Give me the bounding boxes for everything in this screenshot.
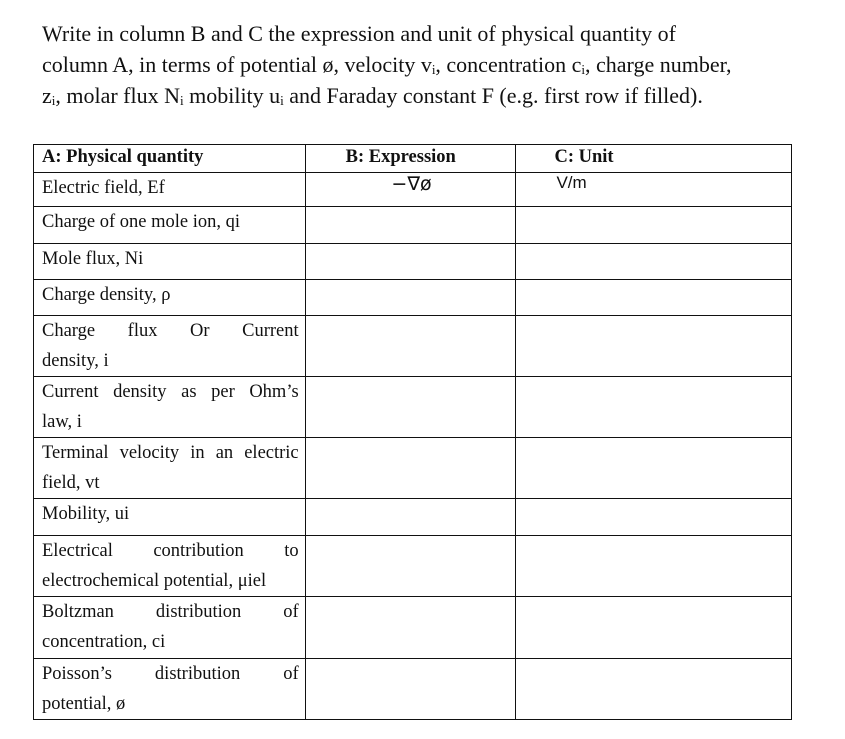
quantity-line-2: density, i — [42, 351, 109, 371]
quantity-line-2: field, vt — [42, 473, 100, 493]
cell-unit[interactable] — [516, 438, 792, 499]
cell-expression[interactable] — [305, 244, 516, 280]
cell-unit[interactable] — [516, 280, 792, 316]
table-row — [34, 377, 792, 438]
cell-expression[interactable] — [305, 499, 516, 536]
cell-expression[interactable] — [305, 377, 516, 438]
cell-expression[interactable] — [305, 438, 516, 499]
table-header-row — [34, 145, 792, 173]
instruction-text — [42, 18, 790, 111]
table-row — [34, 173, 792, 207]
cell-expression[interactable]: −∇ø — [305, 173, 516, 207]
quantity-line-2: concentration, ci — [42, 632, 166, 652]
cell-expression[interactable] — [305, 207, 516, 244]
instruction-line-2: column A, in terms of potential ø, velocity vᵢ, concentration cᵢ, charge number, — [42, 52, 732, 77]
quantity-line-2: Mobility, ui — [42, 504, 130, 524]
cell-expression[interactable] — [305, 280, 516, 316]
cell-physical-quantity — [34, 438, 306, 499]
quantity-line-2: potential, ø — [42, 694, 126, 714]
cell-physical-quantity — [34, 597, 306, 659]
cell-unit[interactable] — [516, 597, 792, 659]
table-row — [34, 597, 792, 659]
cell-expression[interactable] — [305, 536, 516, 597]
table-row — [34, 207, 792, 244]
quantity-line-1: Poisson’s distribution of — [42, 664, 299, 684]
quantity-line-1: Terminal velocity in an electric — [42, 443, 299, 463]
quantity-line-1: Boltzman distribution of — [42, 602, 299, 622]
table-row — [34, 438, 792, 499]
cell-unit[interactable] — [516, 244, 792, 280]
cell-unit[interactable] — [516, 207, 792, 244]
cell-expression[interactable] — [305, 659, 516, 720]
cell-unit[interactable] — [516, 659, 792, 720]
instruction-line-3: zᵢ, molar flux Nᵢ mobility uᵢ and Faraday constant F (e.g. first row if filled). — [42, 83, 703, 108]
quantity-line-2: electrochemical potential, μiel — [42, 571, 267, 591]
table-row — [34, 499, 792, 536]
header-physical-quantity: A: Physical quantity — [34, 145, 306, 173]
cell-unit[interactable] — [516, 377, 792, 438]
cell-physical-quantity — [34, 499, 306, 536]
quantity-line-1: Current density as per Ohm’s — [42, 382, 299, 402]
cell-physical-quantity — [34, 316, 306, 377]
cell-expression[interactable] — [305, 597, 516, 659]
table-row — [34, 536, 792, 597]
instruction-line-1: Write in column B and C the expression and unit of physical quantity of — [42, 21, 676, 46]
cell-physical-quantity — [34, 536, 306, 597]
table-row — [34, 316, 792, 377]
cell-physical-quantity — [34, 173, 306, 207]
table-row — [34, 244, 792, 280]
quantity-line-2: Mole flux, Ni — [42, 249, 144, 269]
table-row — [34, 280, 792, 316]
cell-physical-quantity — [34, 244, 306, 280]
table-row — [34, 659, 792, 720]
header-unit: C: Unit — [516, 145, 792, 173]
cell-unit[interactable] — [516, 499, 792, 536]
cell-unit[interactable]: V/m — [516, 173, 792, 207]
cell-unit[interactable] — [516, 316, 792, 377]
quantity-line-1: Electrical contribution to — [42, 541, 299, 561]
cell-expression[interactable] — [305, 316, 516, 377]
quantity-line-2: Charge density, ρ — [42, 285, 171, 305]
physical-quantity-table — [33, 144, 792, 720]
cell-physical-quantity — [34, 377, 306, 438]
quantity-line-2: Charge of one mole ion, qi — [42, 212, 240, 232]
cell-unit[interactable] — [516, 536, 792, 597]
quantity-line-2: Electric field, Ef — [42, 178, 165, 198]
header-expression: B: Expression — [305, 145, 516, 173]
cell-physical-quantity — [34, 207, 306, 244]
cell-physical-quantity — [34, 659, 306, 720]
quantity-line-2: law, i — [42, 412, 82, 432]
quantity-line-1: Charge flux Or Current — [42, 321, 299, 341]
cell-physical-quantity — [34, 280, 306, 316]
